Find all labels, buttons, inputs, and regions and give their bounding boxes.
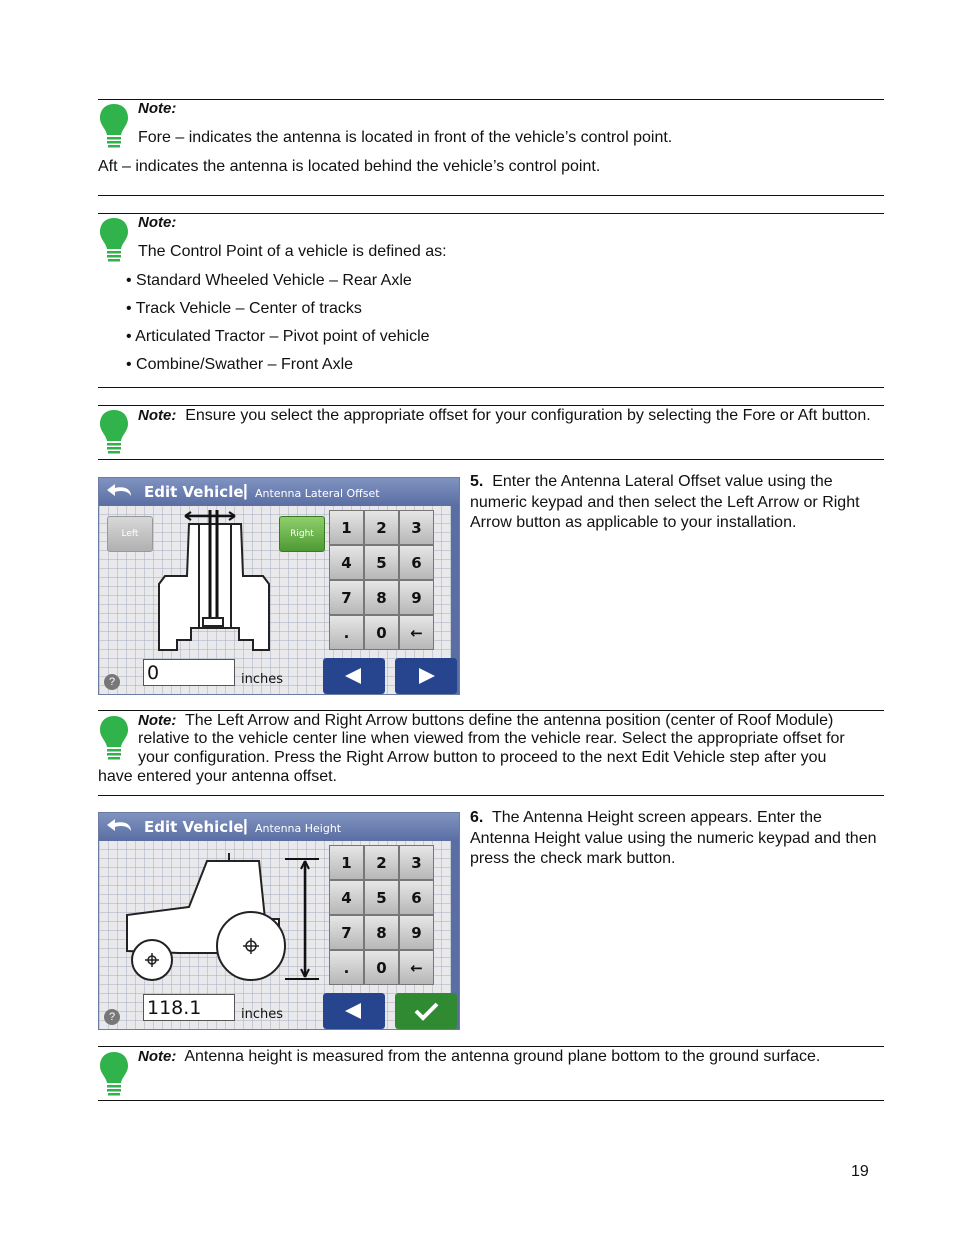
key-0[interactable]: 0: [364, 615, 399, 650]
left-arrow-button[interactable]: [323, 658, 385, 694]
key-2[interactable]: 2: [364, 845, 399, 880]
screen-subtitle: Antenna Height: [255, 822, 342, 835]
note-text: [138, 1047, 820, 1066]
step-text: [470, 808, 884, 870]
step-text: [470, 472, 884, 534]
lightbulb-icon: [99, 217, 129, 263]
note-bottom-rule: [98, 1100, 884, 1101]
vehicle-rear-view-icon: [155, 510, 275, 655]
note-top-rule: [98, 99, 884, 100]
list-item: • Combine/Swather – Front Axle: [126, 356, 354, 373]
note-label: Note:: [138, 100, 177, 117]
key-8[interactable]: 8: [364, 580, 399, 615]
list-item: • Track Vehicle – Center of tracks: [126, 300, 362, 317]
numeric-keypad: [329, 510, 435, 650]
left-button[interactable]: Left: [107, 516, 153, 552]
lightbulb-icon: [99, 103, 129, 149]
key-1[interactable]: 1: [329, 510, 364, 545]
note-text: Aft – indicates the antenna is located behind the vehicle’s control point.: [98, 158, 601, 175]
key-2[interactable]: 2: [364, 510, 399, 545]
note-body: Ensure you select the appropriate offset for your configuration by selecting the Fore or Aft button.: [185, 407, 871, 424]
key-5[interactable]: 5: [364, 545, 399, 580]
screen-title: Edit Vehicle: [144, 483, 244, 501]
key-9[interactable]: 9: [399, 915, 434, 950]
note-bottom-rule: [98, 195, 884, 196]
key-4[interactable]: 4: [329, 545, 364, 580]
note-text: The Control Point of a vehicle is defined as:: [138, 243, 447, 260]
key-backspace[interactable]: ←: [399, 950, 434, 985]
key-backspace[interactable]: ←: [399, 615, 434, 650]
list-item: • Articulated Tractor – Pivot point of vehicle: [126, 328, 430, 345]
note-bottom-rule: [98, 459, 884, 460]
left-arrow-button[interactable]: [323, 993, 385, 1029]
note-text: relative to the vehicle center line when viewed from the vehicle rear. Select the appropriate offset for: [138, 730, 845, 747]
key-3[interactable]: 3: [399, 845, 434, 880]
note-bottom-rule: [98, 795, 884, 796]
note-label: Note:: [138, 407, 177, 424]
note-top-rule: [98, 213, 884, 214]
note-text: [138, 711, 833, 730]
note-text: your configuration. Press the Right Arrow button to proceed to the next Edit Vehicle step after you: [138, 749, 827, 766]
key-9[interactable]: 9: [399, 580, 434, 615]
tractor-side-view-icon: [119, 853, 329, 988]
title-separator: |: [243, 816, 248, 835]
key-8[interactable]: 8: [364, 915, 399, 950]
units-label: inches: [241, 672, 284, 687]
help-icon[interactable]: ?: [104, 674, 120, 690]
height-value-input[interactable]: 118.1: [143, 994, 235, 1021]
units-label: inches: [241, 1007, 284, 1022]
note-body: The Left Arrow and Right Arrow buttons define the antenna position (center of Roof Module): [184, 712, 834, 729]
antenna-height-screen: [98, 812, 460, 1030]
key-6[interactable]: 6: [399, 545, 434, 580]
title-bar: [99, 478, 459, 506]
screen-subtitle: Antenna Lateral Offset: [255, 487, 380, 500]
note-label: Note:: [138, 712, 177, 729]
key-5[interactable]: 5: [364, 880, 399, 915]
step-number: 5.: [470, 473, 484, 490]
numeric-keypad: [329, 845, 435, 985]
screen-title: Edit Vehicle: [144, 818, 244, 836]
page-number: 19: [851, 1163, 869, 1180]
note-bottom-rule: [98, 387, 884, 388]
title-bar: [99, 813, 459, 841]
help-icon[interactable]: ?: [104, 1009, 120, 1025]
key-4[interactable]: 4: [329, 880, 364, 915]
key-6[interactable]: 6: [399, 880, 434, 915]
lightbulb-icon: [99, 409, 129, 455]
note-text: [138, 406, 878, 425]
antenna-lateral-offset-screen: [98, 477, 460, 695]
note-text: have entered your antenna offset.: [98, 768, 337, 785]
right-button[interactable]: Right: [279, 516, 325, 552]
offset-value-input[interactable]: 0: [143, 659, 235, 686]
note-text: Fore – indicates the antenna is located in front of the vehicle’s control point.: [138, 129, 673, 146]
note-label: Note:: [138, 214, 177, 231]
note-label: Note:: [138, 1048, 177, 1065]
step-body: The Antenna Height screen appears. Enter the Antenna Height value using the numeric keypad and then press the check mark button.: [470, 809, 877, 867]
key-1[interactable]: 1: [329, 845, 364, 880]
right-arrow-button[interactable]: [395, 658, 457, 694]
step-number: 6.: [470, 809, 484, 826]
back-arrow-icon[interactable]: [105, 482, 133, 502]
lightbulb-icon: [99, 715, 129, 761]
key-decimal[interactable]: .: [329, 615, 364, 650]
list-item: • Standard Wheeled Vehicle – Rear Axle: [126, 272, 412, 289]
key-decimal[interactable]: .: [329, 950, 364, 985]
check-button[interactable]: [395, 993, 457, 1029]
title-separator: |: [243, 481, 248, 500]
key-0[interactable]: 0: [364, 950, 399, 985]
key-7[interactable]: 7: [329, 580, 364, 615]
note-body: Antenna height is measured from the antenna ground plane bottom to the ground surface.: [184, 1048, 821, 1065]
step-body: Enter the Antenna Lateral Offset value using the numeric keypad and then select the Left Arrow or Right Arrow button as applicable to your installation.: [470, 473, 860, 531]
lightbulb-icon: [99, 1051, 129, 1097]
back-arrow-icon[interactable]: [105, 817, 133, 837]
key-7[interactable]: 7: [329, 915, 364, 950]
key-3[interactable]: 3: [399, 510, 434, 545]
